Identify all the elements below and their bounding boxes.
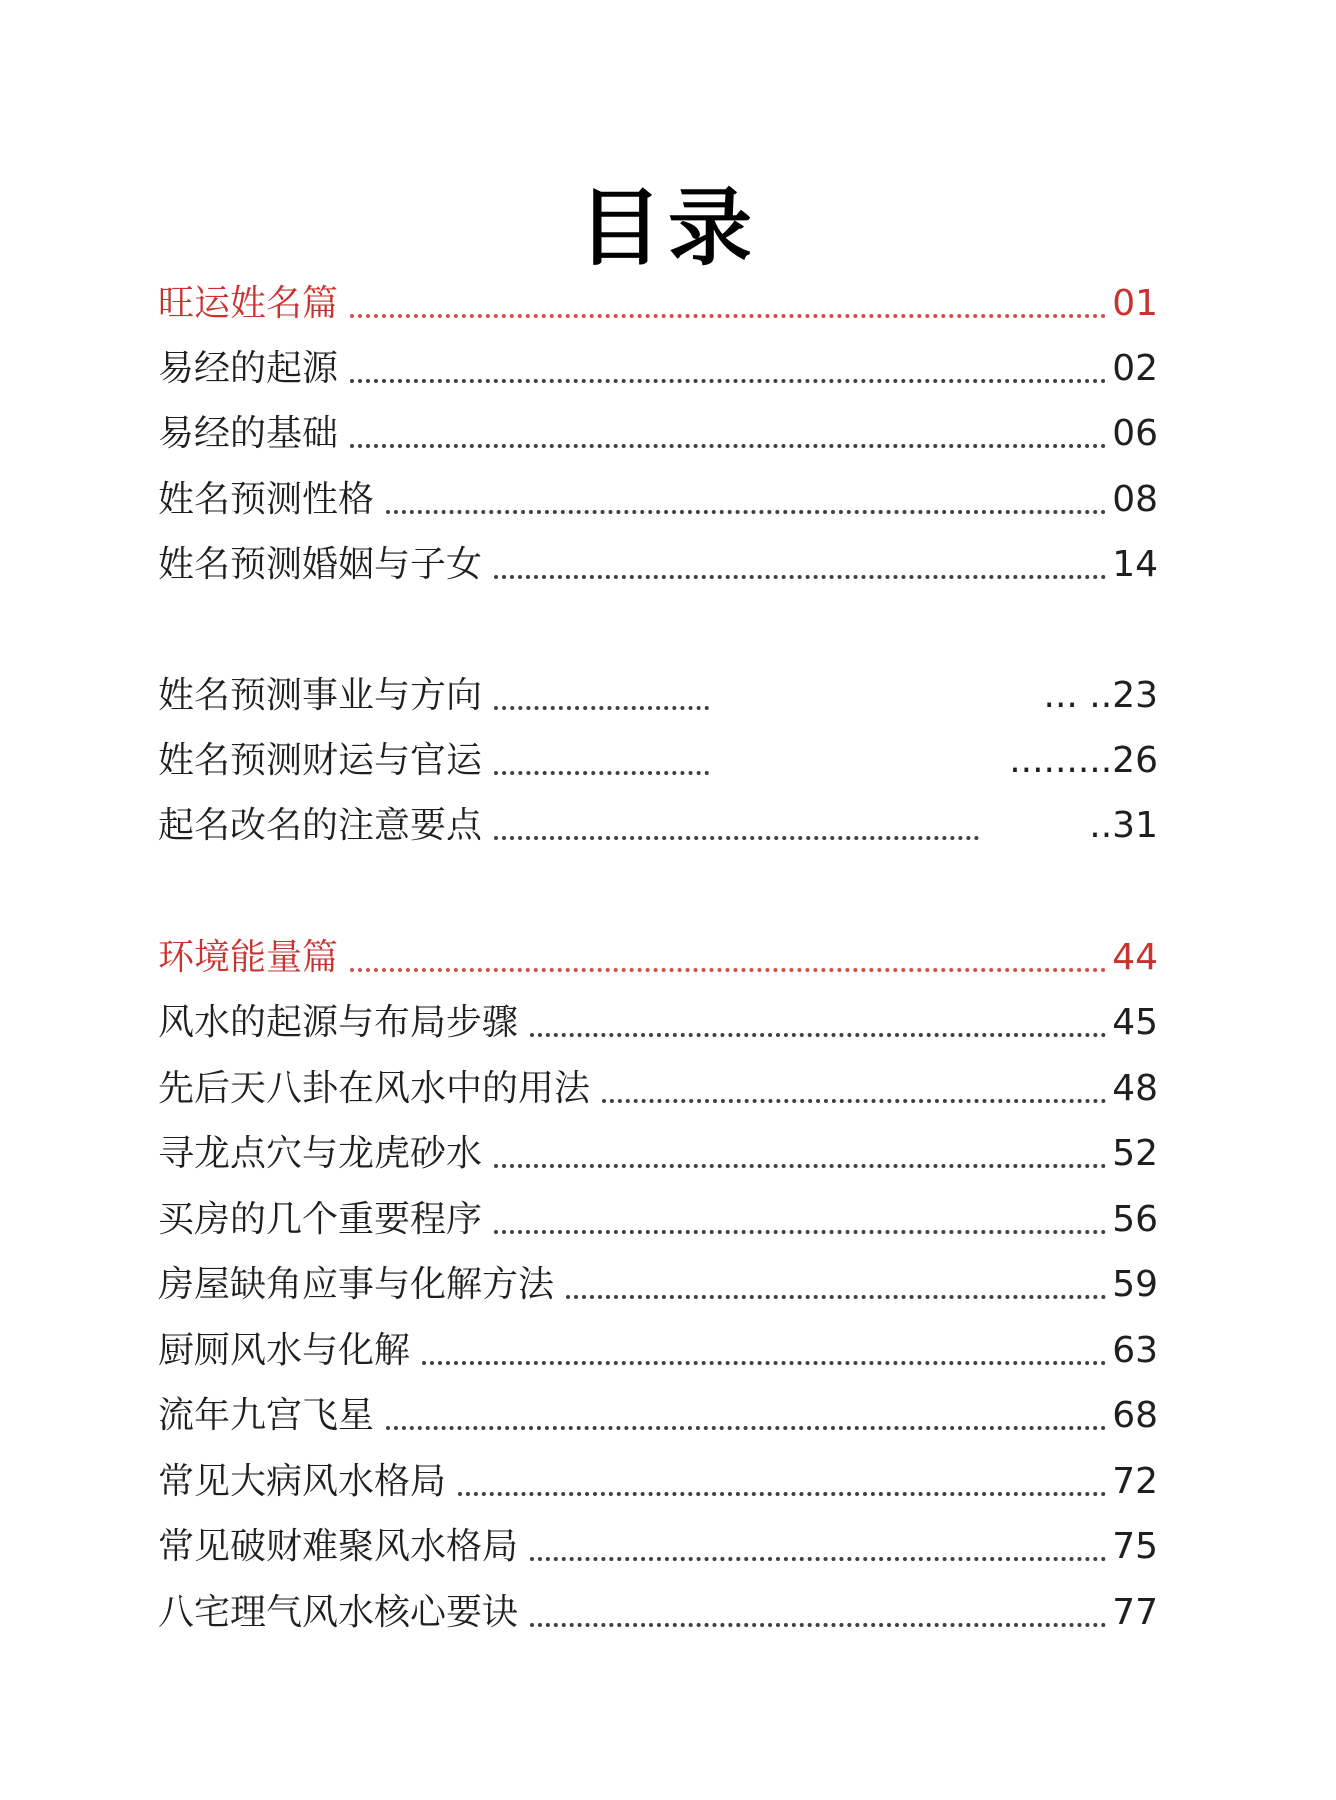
toc-page-number: 14	[1112, 544, 1158, 585]
dot-leader	[494, 575, 1106, 579]
toc-label: 厨厕风水与化解	[158, 1330, 411, 1371]
toc-page-number: 75	[1112, 1526, 1158, 1567]
toc-label: 易经的起源	[158, 348, 339, 389]
toc-label: 常见大病风水格局	[158, 1461, 447, 1502]
toc-label: 易经的基础	[158, 413, 339, 454]
toc-entry[interactable]	[158, 997, 1158, 1049]
dot-leader	[494, 1230, 1106, 1234]
toc-entry[interactable]	[158, 670, 1158, 722]
toc-label: 流年九宫飞星	[158, 1395, 375, 1436]
toc-entry[interactable]	[158, 1390, 1158, 1442]
toc-page-number: 72	[1112, 1461, 1158, 1502]
toc-page-number: 02	[1112, 348, 1158, 389]
dot-leader	[422, 1361, 1106, 1365]
dot-leader	[494, 1164, 1106, 1168]
toc-page-number: 45	[1112, 1002, 1158, 1043]
toc-page-number: .........26	[1009, 740, 1158, 781]
toc-entry[interactable]	[158, 1063, 1158, 1115]
toc-entry[interactable]	[158, 1456, 1158, 1508]
toc-entry[interactable]	[158, 1194, 1158, 1246]
dot-leader	[494, 771, 709, 775]
toc-entry[interactable]	[158, 1325, 1158, 1377]
toc-entry[interactable]	[158, 1259, 1158, 1311]
toc-page-number: 63	[1112, 1330, 1158, 1371]
dot-leader	[494, 706, 709, 710]
dot-leader	[350, 968, 1106, 972]
toc-page-number: 68	[1112, 1395, 1158, 1436]
toc-entry[interactable]	[158, 408, 1158, 460]
toc-entry[interactable]	[158, 343, 1158, 395]
dot-leader	[350, 314, 1106, 318]
dot-leader	[530, 1557, 1106, 1561]
dot-leader	[566, 1295, 1106, 1299]
toc-label: 姓名预测财运与官运	[158, 740, 483, 781]
toc-label: 姓名预测婚姻与子女	[158, 544, 483, 585]
toc-page-number: ..31	[1089, 805, 1158, 846]
toc-page-number: 06	[1112, 413, 1158, 454]
toc-entry[interactable]	[158, 735, 1158, 787]
toc-label: 先后天八卦在风水中的用法	[158, 1068, 591, 1109]
dot-leader	[458, 1492, 1106, 1496]
dot-leader	[494, 836, 979, 840]
toc-label: 风水的起源与布局步骤	[158, 1002, 519, 1043]
toc-label: 买房的几个重要程序	[158, 1199, 483, 1240]
toc-entry[interactable]	[158, 1128, 1158, 1180]
toc-label: 寻龙点穴与龙虎砂水	[158, 1133, 483, 1174]
toc-page-number: 77	[1112, 1592, 1158, 1633]
dot-leader	[530, 1623, 1106, 1627]
dot-leader	[530, 1033, 1106, 1037]
toc-entry[interactable]	[158, 800, 1158, 852]
toc-label: 常见破财难聚风水格局	[158, 1526, 519, 1567]
toc-page-number: 08	[1112, 479, 1158, 520]
toc-label: 起名改名的注意要点	[158, 805, 483, 846]
toc-page-number: 52	[1112, 1133, 1158, 1174]
toc-page-number: 59	[1112, 1264, 1158, 1305]
toc-entry[interactable]	[158, 539, 1158, 591]
dot-leader	[602, 1099, 1106, 1103]
toc-label: 八宅理气风水核心要诀	[158, 1592, 519, 1633]
dot-leader	[350, 444, 1106, 448]
toc-entry[interactable]	[158, 1587, 1158, 1639]
dot-leader	[386, 510, 1106, 514]
toc-page-number: 01	[1112, 283, 1158, 324]
page-title: 目录	[577, 179, 758, 277]
toc-label: 旺运姓名篇	[158, 283, 339, 324]
toc-section-heading[interactable]	[158, 932, 1158, 984]
toc-page-number: ... ..23	[1043, 675, 1158, 716]
toc-page-number: 56	[1112, 1199, 1158, 1240]
dot-leader	[350, 379, 1106, 383]
toc-label: 房屋缺角应事与化解方法	[158, 1264, 555, 1305]
toc-label: 环境能量篇	[158, 937, 339, 978]
toc-page-number: 48	[1112, 1068, 1158, 1109]
toc-page-number: 44	[1112, 937, 1158, 978]
toc-label: 姓名预测性格	[158, 479, 375, 520]
toc-entry[interactable]	[158, 1521, 1158, 1573]
dot-leader	[386, 1426, 1106, 1430]
toc-label: 姓名预测事业与方向	[158, 675, 483, 716]
toc-section-heading[interactable]	[158, 278, 1158, 330]
toc-entry[interactable]	[158, 474, 1158, 526]
